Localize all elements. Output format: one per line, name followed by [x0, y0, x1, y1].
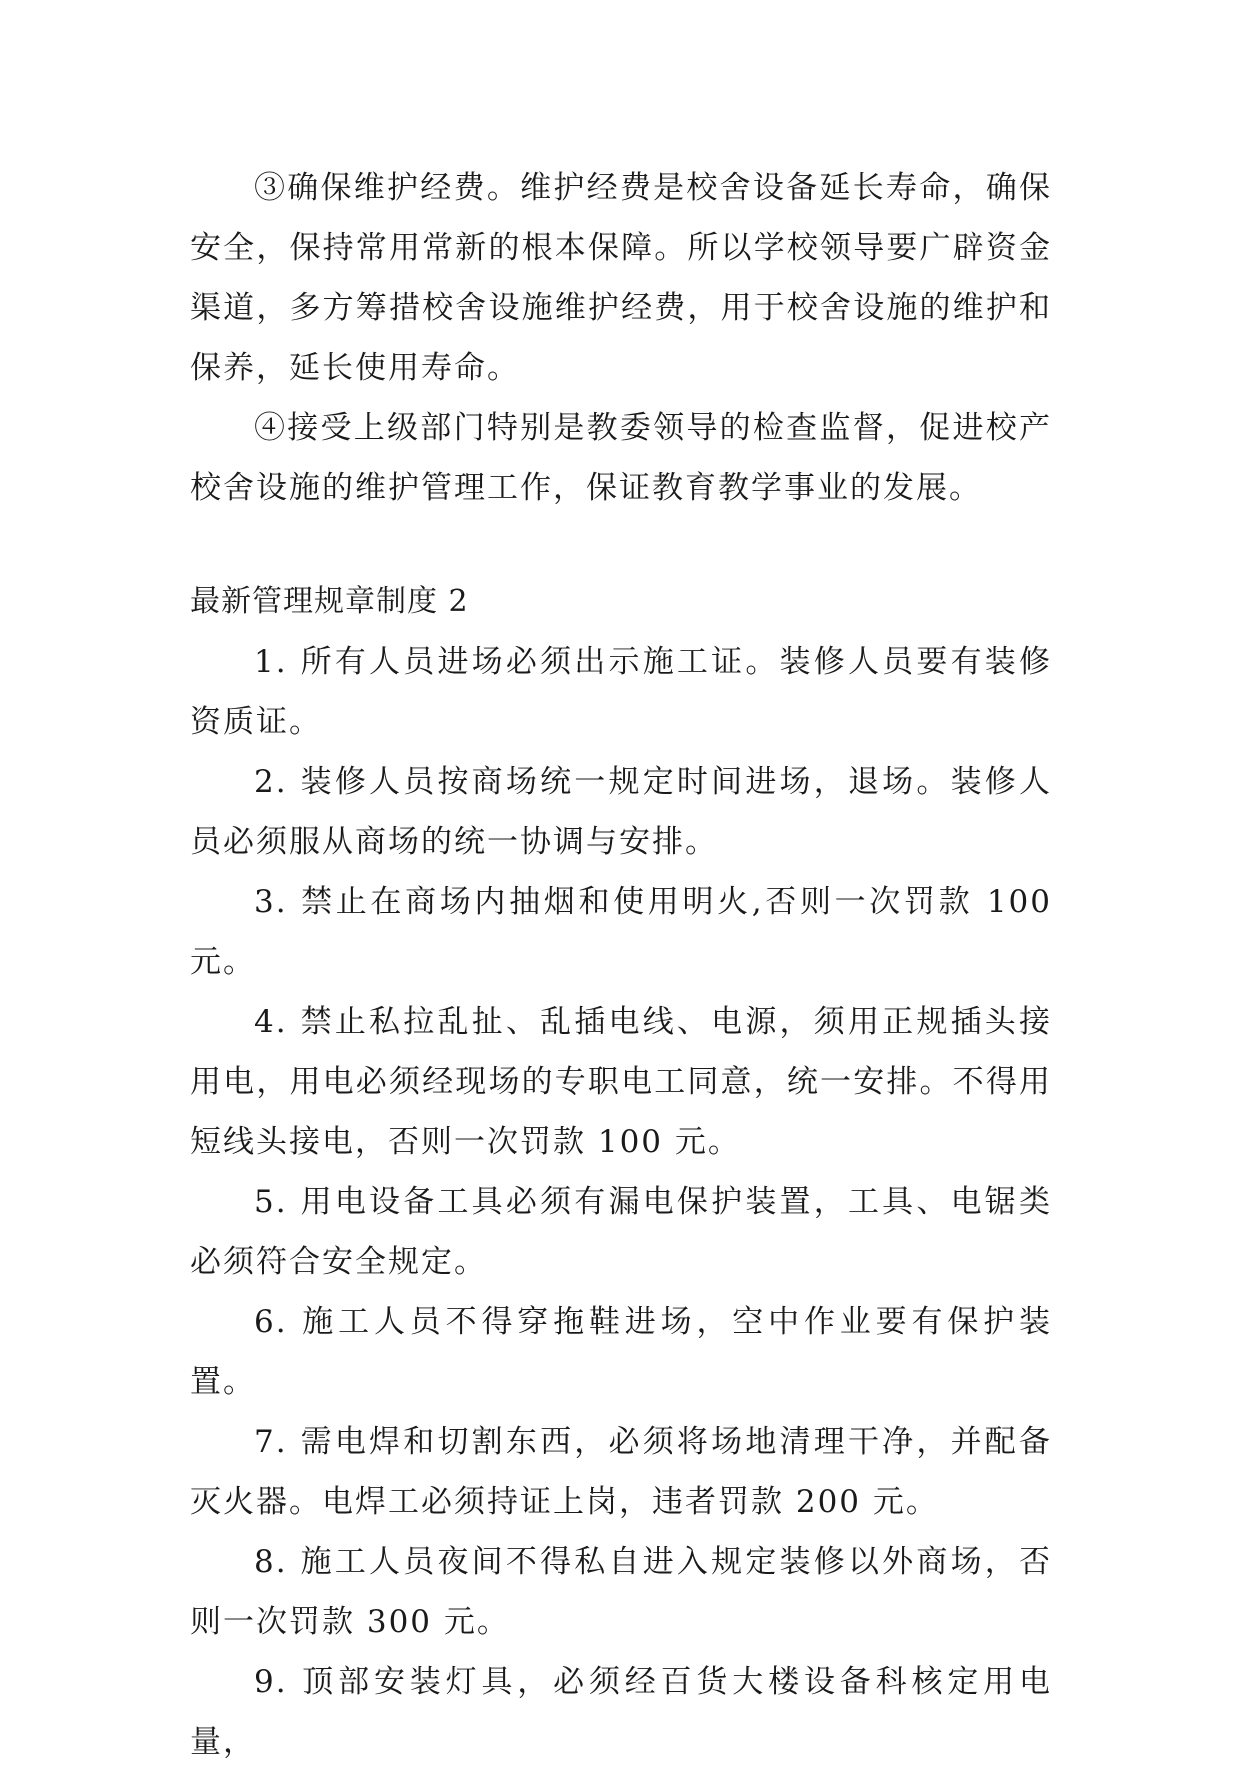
rule-item-5: 5. 用电设备工具必须有漏电保护装置，工具、电锯类必须符合安全规定。	[190, 1184, 1052, 1280]
paragraph-maintenance-funding: ③确保维护经费。维护经费是校舍设备延长寿命，确保安全，保持常用常新的根本保障。所以学校领导要广辟资金渠道，多方筹措校舍设施维护经费，用于校舍设施的维护和保养，延长使用寿命。	[190, 170, 1052, 386]
rule-item-3: 3. 禁止在商场内抽烟和使用明火,否则一次罚款 100 元。	[190, 884, 1052, 980]
rule-item-8: 8. 施工人员夜间不得私自进入规定装修以外商场，否则一次罚款 300 元。	[190, 1544, 1052, 1640]
rule-item-1: 1. 所有人员进场必须出示施工证。装修人员要有装修资质证。	[190, 644, 1052, 740]
section-heading: 最新管理规章制度 2	[190, 584, 469, 619]
rule-item-2: 2. 装修人员按商场统一规定时间进场，退场。装修人员必须服从商场的统一协调与安排。	[190, 764, 1052, 860]
rule-item-4: 4. 禁止私拉乱扯、乱插电线、电源，须用正规插头接用电，用电必须经现场的专职电工同意，统一安排。不得用短线头接电，否则一次罚款 100 元。	[190, 1004, 1052, 1160]
rule-item-7: 7. 需电焊和切割东西，必须将场地清理干净，并配备灭火器。电焊工必须持证上岗，违者罚款 200 元。	[190, 1424, 1052, 1520]
document-body	[190, 158, 1052, 1772]
rule-item-9: 9. 顶部安装灯具，必须经百货大楼设备科核定用电量，	[190, 1664, 1052, 1760]
paragraph-supervision: ④接受上级部门特别是教委领导的检查监督，促进校产校舍设施的维护管理工作，保证教育教学事业的发展。	[190, 410, 1052, 506]
rule-item-6: 6. 施工人员不得穿拖鞋进场，空中作业要有保护装置。	[190, 1304, 1052, 1400]
